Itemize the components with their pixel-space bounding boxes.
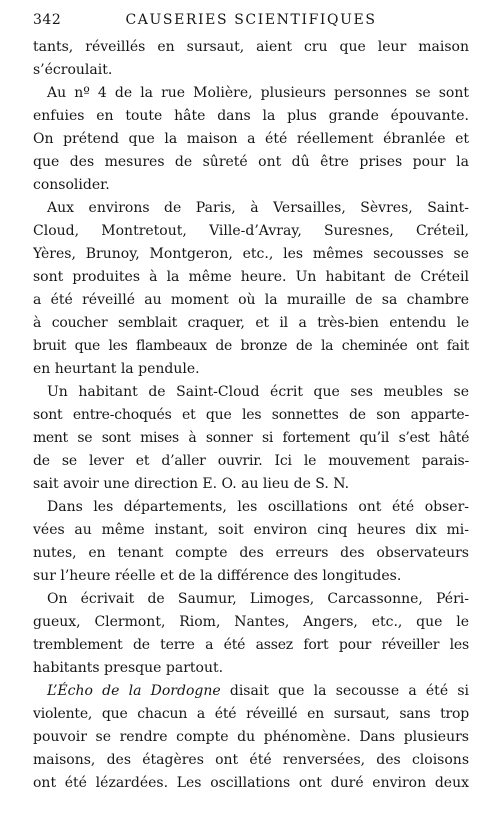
body-text bbox=[33, 36, 469, 795]
text-line: ont été lézardées. Les oscillations ont duré environ deux bbox=[33, 775, 469, 791]
text-line: violente, que chacun a été réveillé en sursaut, sans trop bbox=[33, 706, 469, 722]
text-line: s’écroulait. bbox=[33, 62, 113, 78]
running-head: CAUSERIES SCIENTIFIQUES bbox=[125, 12, 377, 28]
text-line-rest: disait que la secousse a été si bbox=[220, 683, 469, 699]
text-line: sur l’heure réelle et de la différence des longitudes. bbox=[33, 568, 402, 584]
text-line: à coucher semblait craquer, et il a très-bien entendu le bbox=[33, 315, 469, 331]
text-line: habitants presque partout. bbox=[33, 660, 224, 676]
text-line: Un habitant de Saint-Cloud écrit que ses meubles se bbox=[47, 384, 469, 400]
text-line: gueux, Clermont, Riom, Nantes, Angers, etc., que le bbox=[33, 614, 469, 630]
text-line: pouvoir se rendre compte du phénomène. Dans plusieurs bbox=[33, 729, 469, 745]
text-line: tants, réveillés en sursaut, aient cru que leur maison bbox=[33, 39, 469, 55]
text-line: sait avoir une direction E. O. au lieu de S. N. bbox=[33, 476, 350, 492]
text-line: nutes, en tenant compte des erreurs des observateurs bbox=[33, 545, 469, 561]
text-line: On prétend que la maison a été réellement ébranlée et bbox=[33, 131, 469, 147]
text-line: ment se sont mises à sonner si fortement qu’il s’est hâté bbox=[33, 430, 469, 446]
text-line: sont produites à la même heure. Un habitant de Créteil bbox=[33, 269, 469, 285]
text-line: Yères, Brunoy, Montgeron, etc., les mêmes secousses se bbox=[33, 246, 469, 262]
text-line: a été réveillé au moment où la muraille de sa chambre bbox=[33, 292, 469, 308]
text-line: en heurtant la pendule. bbox=[33, 361, 200, 377]
text-line: bruit que les flambeaux de bronze de la cheminée ont fait bbox=[33, 338, 469, 354]
text-line: que des mesures de sûreté ont dû être prises pour la bbox=[33, 154, 469, 170]
page-number: 342 bbox=[33, 12, 62, 28]
text-line: de se lever et d’aller ouvrir. Ici le mouvement parais- bbox=[33, 453, 469, 469]
text-line: enfuies en toute hâte dans la plus grande épouvante. bbox=[33, 108, 469, 124]
text-line: vées au même instant, soit environ cinq heures dix mi- bbox=[33, 522, 469, 538]
text-line: tremblement de terre a été assez fort pour réveiller les bbox=[33, 637, 469, 653]
text-line: Au nº 4 de la rue Molière, plusieurs personnes se sont bbox=[47, 85, 469, 101]
text-line: Aux environs de Paris, à Versailles, Sèvres, Saint- bbox=[47, 200, 469, 216]
text-line: Cloud, Montretout, Ville-d’Avray, Suresnes, Créteil, bbox=[33, 223, 469, 239]
page-header bbox=[33, 12, 469, 32]
text-line: maisons, des étagères ont été renversées, des cloisons bbox=[33, 752, 469, 768]
text-line: On écrivait de Saumur, Limoges, Carcassonne, Péri- bbox=[47, 591, 469, 607]
text-line: Dans les départements, les oscillations ont été obser- bbox=[47, 499, 469, 515]
text-line: consolider. bbox=[33, 177, 110, 193]
text-line-with-title bbox=[33, 680, 469, 703]
text-line: sont entre-choqués et que les sonnettes de son apparte- bbox=[33, 407, 469, 423]
newspaper-title: L’Écho de la Dordogne bbox=[47, 683, 221, 699]
